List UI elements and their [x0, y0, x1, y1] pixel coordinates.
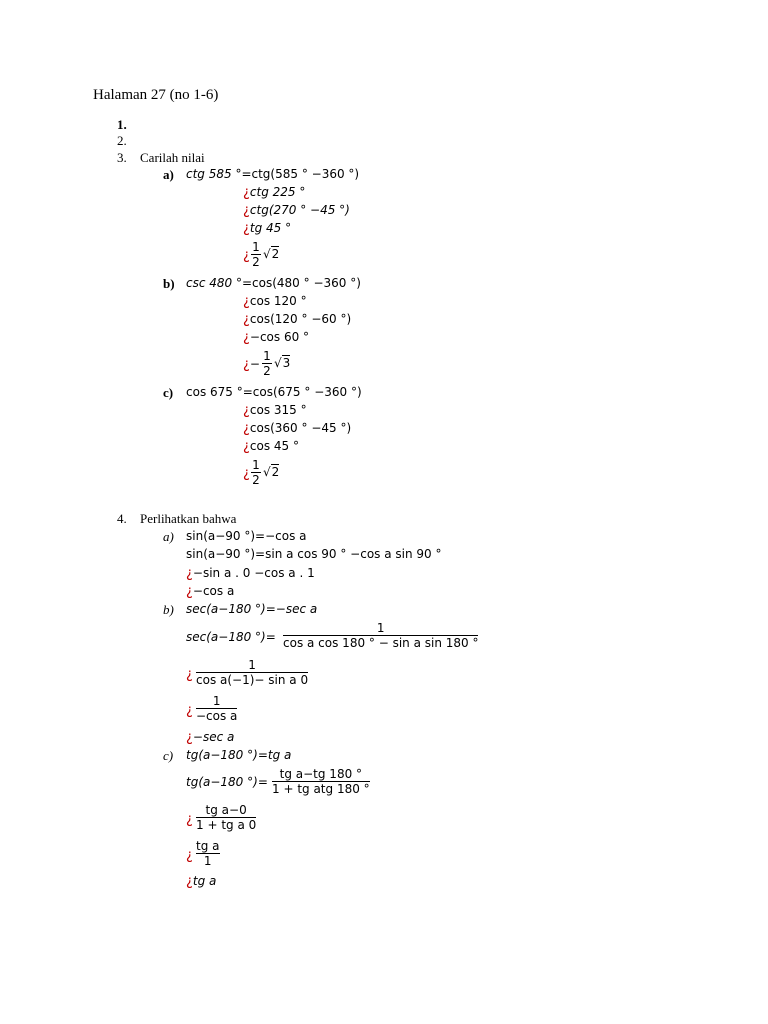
continuation-marker: ¿	[243, 439, 250, 454]
q4-b-step3-marker: ¿	[186, 703, 193, 718]
item-number-4: 4.	[117, 511, 127, 526]
q4-a-step1: sin(a−90 °)=sin a cos 90 ° −cos a sin 90 °	[186, 547, 442, 561]
continuation-marker: ¿	[243, 421, 250, 436]
continuation-marker: ¿	[243, 312, 250, 327]
q3-b-result-fraction: 1 2	[263, 349, 271, 378]
q3-c-result-fraction: 1 2	[252, 458, 260, 487]
item-number-3: 3.	[117, 150, 127, 165]
q3-c-result-marker: ¿	[243, 466, 250, 481]
q4-b-step2-fraction: 1 cos a(−1)− sin a 0	[196, 658, 309, 687]
continuation-marker: ¿	[243, 294, 250, 309]
q4-c-step1-left: tg(a−180 °)=	[186, 775, 268, 789]
q3-a-line2: ¿ctg 225 °	[243, 185, 306, 200]
q4-c-step3-marker: ¿	[186, 848, 193, 863]
continuation-marker: ¿	[243, 403, 250, 418]
q3-b-line2: ¿cos 120 °	[243, 294, 307, 309]
q3-a-result-root: √2	[263, 247, 280, 261]
q4-c-label: c)	[163, 748, 174, 763]
continuation-marker: ¿	[243, 330, 250, 345]
q4-b-step1-left: sec(a−180 °)=	[186, 630, 276, 644]
q3-b-result-root: √3	[274, 356, 291, 370]
item-number-1: 1.	[117, 117, 127, 132]
q4-c-step4: ¿tg a	[186, 874, 217, 889]
q3-b-line3: ¿cos(120 ° −60 °)	[243, 312, 352, 327]
item-number-2: 2.	[117, 133, 127, 148]
continuation-marker: ¿	[186, 730, 193, 745]
q4-b-claim: sec(a−180 °)=−sec a	[186, 602, 318, 616]
q4-b-step3-fraction: 1 −cos a	[196, 694, 238, 723]
q4-b-step4: ¿−sec a	[186, 730, 235, 745]
q3-c-result-root: √2	[263, 465, 280, 479]
q4-a-step2: ¿−sin a . 0 −cos a . 1	[186, 566, 315, 581]
q3-a-label: a)	[163, 167, 174, 182]
q3-a-result-fraction: 1 2	[252, 240, 260, 269]
q4-b-step2-marker: ¿	[186, 667, 193, 682]
question-4-prompt: Perlihatkan bahwa	[140, 511, 237, 526]
page-title: Halaman 27 (no 1-6)	[93, 87, 219, 103]
q3-b-line4: ¿−cos 60 °	[243, 330, 310, 345]
q4-c-step2-fraction: tg a−0 1 + tg a 0	[196, 803, 257, 832]
q3-a-line4: ¿tg 45 °	[243, 221, 292, 236]
q3-b-label: b)	[163, 276, 175, 291]
q3-c-line1: cos 675 °=cos(675 ° −360 °)	[186, 385, 362, 399]
q4-b-label: b)	[163, 602, 174, 617]
continuation-marker: ¿	[186, 566, 193, 581]
q3-b-result-marker: ¿−	[243, 357, 260, 372]
continuation-marker: ¿	[243, 185, 250, 200]
continuation-marker: ¿	[243, 203, 250, 218]
q4-b-step1-fraction: 1 cos a cos 180 ° − sin a sin 180 °	[283, 621, 479, 650]
q3-a-result-marker: ¿	[243, 248, 250, 263]
question-3-prompt: Carilah nilai	[140, 150, 205, 165]
q3-c-line3: ¿cos(360 ° −45 °)	[243, 421, 352, 436]
continuation-marker: ¿	[243, 221, 250, 236]
q4-a-step3: ¿−cos a	[186, 584, 235, 599]
continuation-marker: ¿	[186, 584, 193, 599]
q3-c-line4: ¿cos 45 °	[243, 439, 299, 454]
q3-c-line2: ¿cos 315 °	[243, 403, 307, 418]
q3-a-line1: ctg 585 °=ctg(585 ° −360 °)	[186, 167, 360, 181]
q3-b-line1: csc 480 °=cos(480 ° −360 °)	[186, 276, 361, 290]
q4-a-claim: sin(a−90 °)=−cos a	[186, 529, 307, 543]
q3-c-label: c)	[163, 385, 174, 400]
continuation-marker: ¿	[186, 874, 193, 889]
q4-a-label: a)	[163, 529, 174, 544]
q4-c-step2-marker: ¿	[186, 812, 193, 827]
q4-c-step1-fraction: tg a−tg 180 ° 1 + tg atg 180 °	[272, 767, 370, 796]
q3-a-line3: ¿ctg(270 ° −45 °)	[243, 203, 350, 218]
q4-c-claim: tg(a−180 °)=tg a	[186, 748, 292, 762]
q4-c-step3-fraction: tg a 1	[196, 839, 220, 868]
